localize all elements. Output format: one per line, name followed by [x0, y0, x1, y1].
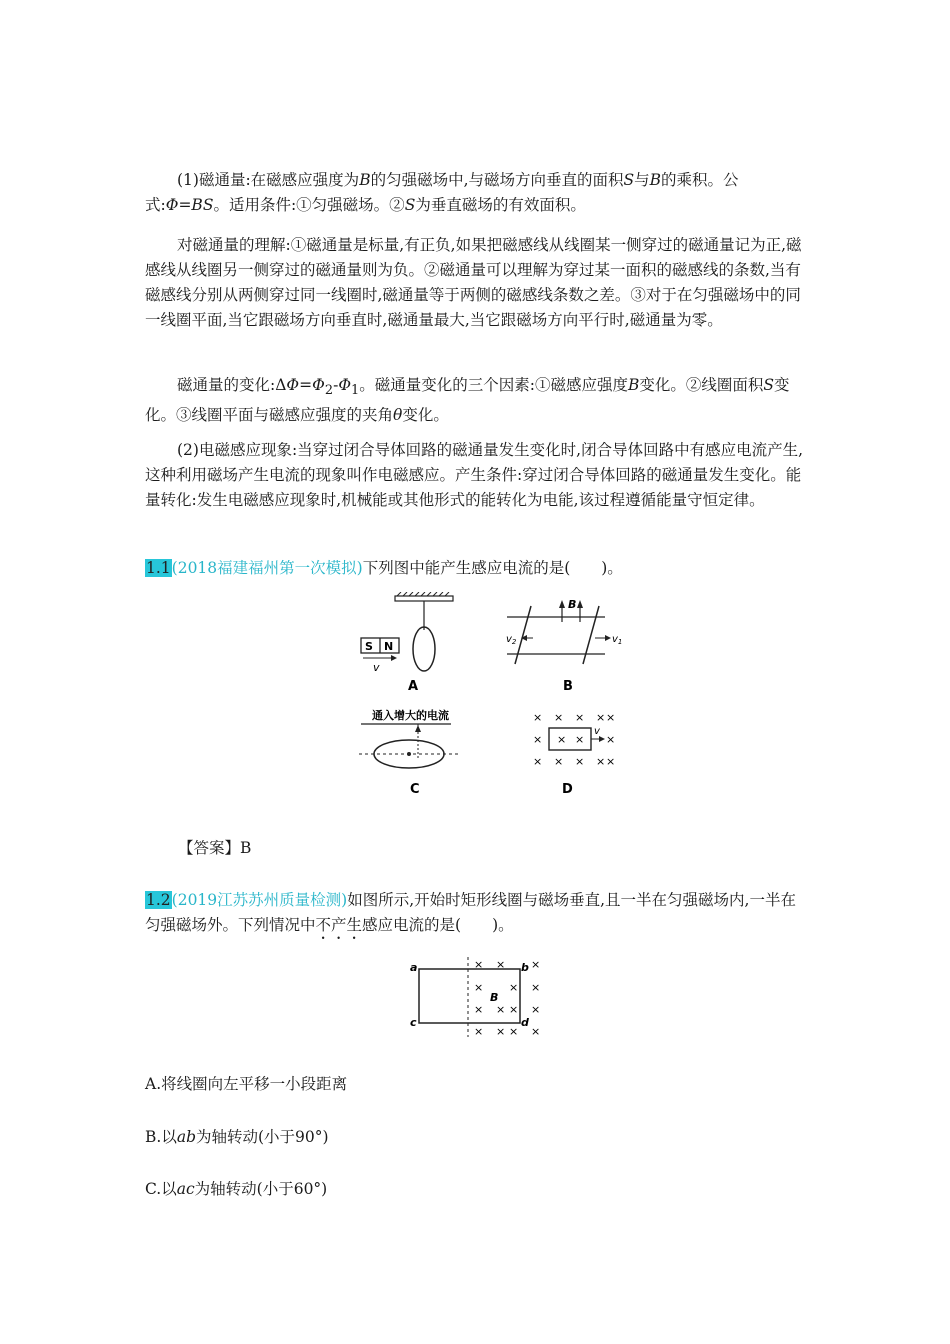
figure-a: [361, 592, 453, 694]
cross-mark: ×: [474, 981, 484, 994]
cross-mark: ×: [496, 958, 506, 971]
loop-velocity-label: v: [594, 726, 600, 737]
induction-paragraph: (2)电磁感应现象:当穿过闭合导体回路的磁通量发生变化时,闭合导体回路中有感应电流产生,这种利用磁场产生电流的现象叫作电磁感应。产生条件:穿过闭合导体回路的磁通量发生变化。能量转化:发生电磁感应现象时,机械能或其他形式的能转化为电能,该过程遵循能量守恒定律。: [145, 441, 804, 509]
cross-mark: ×: [606, 711, 616, 724]
cross-mark: ×: [533, 711, 543, 724]
figure-b: [506, 598, 622, 694]
corner-d-label: d: [521, 1016, 529, 1029]
question-1-1: 1.1(2018福建福州第一次模拟)下列图中能产生感应电流的是( )。: [146, 559, 623, 577]
cross-mark: ×: [557, 733, 567, 746]
question-source: (2019江苏苏州质量检测): [171, 891, 348, 909]
flux-definition-paragraph: (1)磁通量:在磁感应强度为B的匀强磁场中,与磁场方向垂直的面积S与B的乘积。公式:Φ=BS。适用条件:①匀强磁场。②S为垂直磁场的有效面积。: [145, 171, 739, 214]
figure-d: [533, 711, 615, 797]
cross-mark: ×: [533, 755, 543, 768]
corner-c-label: c: [410, 1016, 417, 1029]
cross-mark: ×: [509, 1003, 519, 1016]
cross-mark: ×: [496, 1003, 506, 1016]
cross-mark: ×: [606, 733, 616, 746]
cross-mark: ×: [531, 981, 541, 994]
velocity-v1-label: $v_1$: [612, 634, 623, 646]
option-d-label: D: [562, 782, 573, 797]
option-c-label: C: [410, 782, 420, 797]
option-a-label: A: [408, 679, 419, 694]
question-number: 1.1: [146, 559, 171, 577]
cross-mark: ×: [531, 1025, 541, 1038]
figure-c: [359, 708, 459, 797]
magnet-velocity-label: v: [373, 661, 380, 674]
cross-mark: ×: [474, 1025, 484, 1038]
flux-change-paragraph: 磁通量的变化$:\Delta\Phi=\Phi_2-\Phi_1$。磁通量变化的三个因素:①磁感应强度B变化。②线圈面积S变化。③线圈平面与磁感应强度的夹角θ变化。: [145, 376, 790, 425]
c-caption: 通入增大的电流: [372, 709, 449, 722]
velocity-v2-label: $v_2$: [506, 634, 517, 646]
cross-mark: ×: [509, 981, 519, 994]
option-b-label: B: [563, 679, 573, 694]
cross-mark: ×: [554, 755, 564, 768]
magnet-n-label: N: [384, 640, 394, 653]
cross-mark: ×: [596, 711, 606, 724]
flux-understanding-paragraph: 对磁通量的理解:①磁通量是标量,有正负,如果把磁感线从线圈某一侧穿过的磁通量记为正,磁感线从线圈另一侧穿过的磁通量则为负。②磁通量可以理解为穿过某一面积的磁感线的条数,当有磁感线分别从两侧穿过同一线圈时,磁通量等于两侧的磁感线条数之差。③对于在匀强磁场中的同一线圈平面,当它跟磁场方向垂直时,磁通量最大,当它跟磁场方向平行时,磁通量为零。: [145, 236, 802, 329]
cross-mark: ×: [596, 755, 606, 768]
field-b-label: B: [568, 598, 577, 611]
cross-mark: ×: [509, 1025, 519, 1038]
cross-mark: ×: [496, 1025, 506, 1038]
magnet-s-label: S: [365, 640, 373, 653]
question-1-2-figure: [406, 955, 546, 1040]
field-b-label: B: [490, 991, 499, 1004]
cross-mark: ×: [575, 711, 585, 724]
question-1-2: 1.2(2019江苏苏州质量检测)如图所示,开始时矩形线圈与磁场垂直,且一半在匀强磁场内,一半在匀强磁场外。下列情况中不产生感应电流的是( )。: [145, 891, 796, 934]
corner-b-label: b: [521, 961, 529, 974]
cross-mark: ×: [474, 958, 484, 971]
cross-mark: ×: [531, 958, 541, 971]
cross-mark: ×: [606, 755, 616, 768]
cross-mark: ×: [554, 711, 564, 724]
corner-a-label: a: [410, 961, 418, 974]
emphasis-not-produce: 不产生: [315, 916, 363, 934]
question-1-1-figure: [355, 592, 625, 802]
option-c: C.以ac为轴转动(小于60°): [145, 1180, 328, 1198]
option-b: B.以ab为轴转动(小于90°): [145, 1128, 329, 1146]
cross-mark: ×: [533, 733, 543, 746]
cross-mark: ×: [474, 1003, 484, 1016]
cross-mark: ×: [575, 755, 585, 768]
cross-mark: ×: [531, 1003, 541, 1016]
question-number: 1.2: [146, 891, 171, 909]
question-source: (2018福建福州第一次模拟): [171, 559, 363, 577]
answer-line: 【答案】B: [178, 839, 252, 857]
cross-mark: ×: [575, 733, 585, 746]
option-a: A.将线圈向左平移一小段距离: [145, 1075, 348, 1093]
